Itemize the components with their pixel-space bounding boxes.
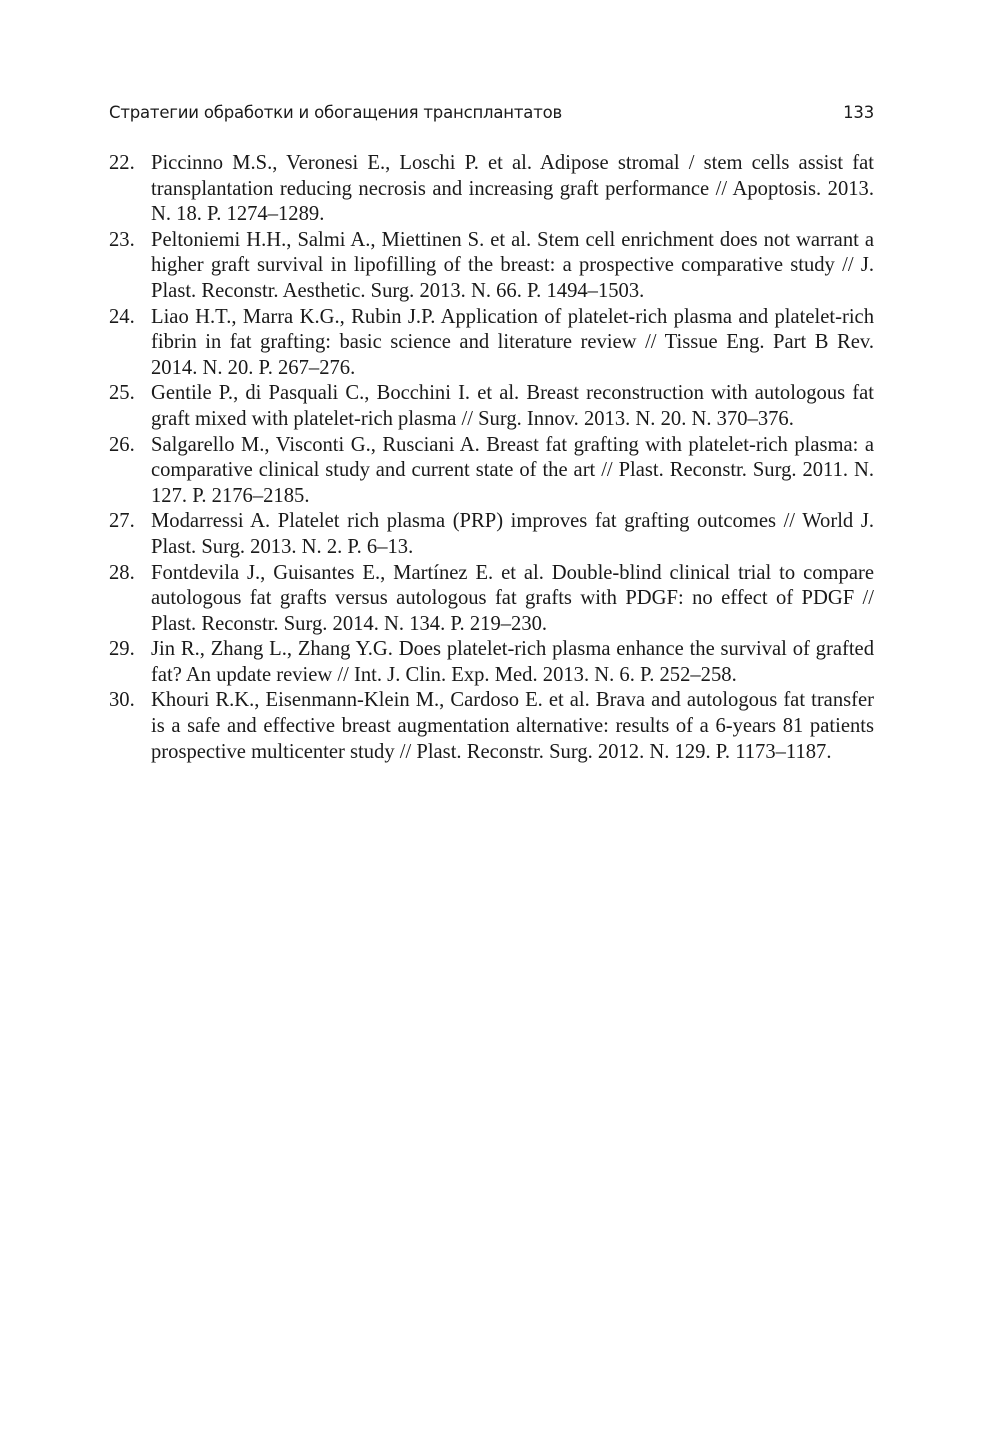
reference-text: Gentile P., di Pasquali C., Bocchini I. et al. Breast reconstruction with autologous fat graft mixed with platelet-rich plasma // Surg. Innov. 2013. N. 20. N. 370–376. [151,382,874,430]
reference-number: 29. [109,638,135,661]
reference-item [109,688,874,765]
reference-number: 26. [109,433,135,456]
reference-text: Fontdevila J., Guisantes E., Martínez E. et al. Double-blind clinical trial to compare autologous fat grafts versus autologous fat grafts with PDGF: no effect of PDGF // Plast. Reconstr. Surg. 2014. N. 134. P. 219–230. [151,561,874,635]
reference-text: Jin R., Zhang L., Zhang Y.G. Does platelet-rich plasma enhance the survival of grafted fat? An update review // Int. J. Clin. Exp. Med. 2013. N. 6. P. 252–258. [151,638,874,686]
reference-item [109,509,874,560]
reference-number: 27. [109,510,135,533]
reference-number: 23. [109,228,135,251]
reference-text: Piccinno M.S., Veronesi E., Loschi P. et al. Adipose stromal / stem cells assist fat transplantation reducing necrosis and increasing graft performance // Apoptosis. 2013. N. 18. P. 1274–1289. [151,152,874,226]
running-header [109,103,874,129]
reference-item [109,561,874,638]
reference-number: 30. [109,689,135,712]
reference-text: Peltoniemi H.H., Salmi A., Miettinen S. et al. Stem cell enrichment does not warrant a higher graft survival in lipofilling of the breast: a prospective comparative study // J. Plast. Reconstr. Aesthetic. Surg. 2013. N. 66. P. 1494–1503. [151,228,874,302]
reference-item [109,228,874,305]
reference-list [109,151,874,765]
reference-item [109,637,874,688]
reference-text: Salgarello M., Visconti G., Rusciani A. Breast fat grafting with platelet-rich plasma: a comparative clinical study and current state of the art // Plast. Reconstr. Surg. 2011. N. 127. P. 2176–2185. [151,433,874,507]
reference-number: 25. [109,382,135,405]
reference-number: 28. [109,561,135,584]
reference-item [109,381,874,432]
reference-number: 22. [109,152,135,174]
reference-number: 24. [109,305,135,328]
reference-text: Liao H.T., Marra K.G., Rubin J.P. Application of platelet-rich plasma and platelet-rich fibrin in fat grafting: basic science and literature review // Tissue Eng. Part B Rev. 2014. N. 20. P. 267–276. [151,305,874,379]
reference-item [109,151,874,228]
reference-text: Modarressi A. Platelet rich plasma (PRP) improves fat grafting outcomes // World J. Plast. Surg. 2013. N. 2. P. 6–13. [151,510,874,558]
reference-item [109,305,874,382]
page-number: 133 [843,103,874,122]
running-title: Стратегии обработки и обогащения трансплантатов [109,103,563,122]
reference-item [109,433,874,510]
reference-text: Khouri R.K., Eisenmann-Klein M., Cardoso E. et al. Brava and autologous fat transfer is a safe and effective breast augmentation alternative: results of a 6-years 81 patients prospective multicenter study // Plast. Reconstr. Surg. 2012. N. 129. P. 1173–1187. [151,689,874,763]
